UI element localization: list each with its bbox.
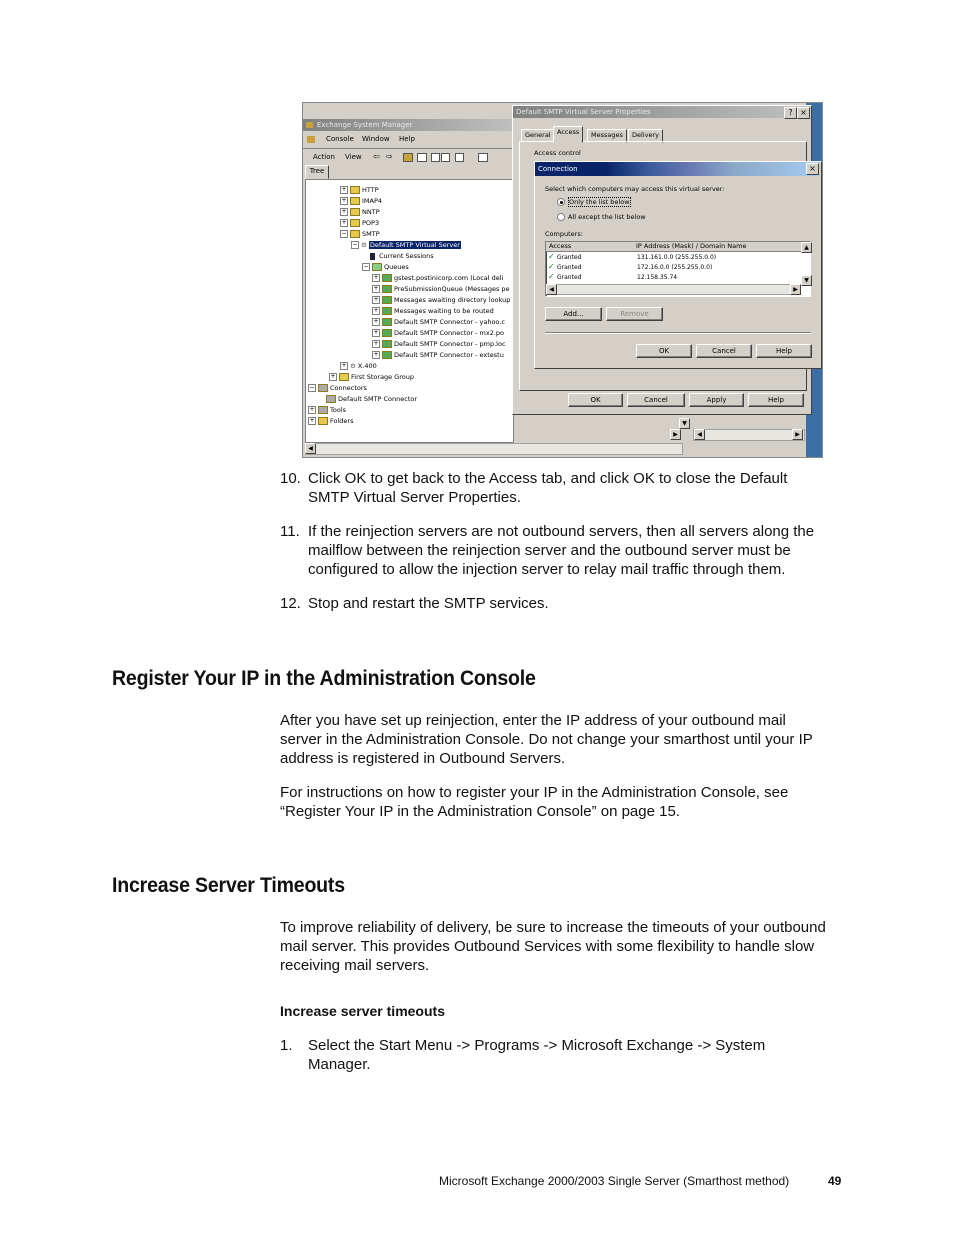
console-icon (307, 136, 315, 143)
tree-node-queue-routing[interactable]: + Messages waiting to be routed (373, 307, 494, 315)
paragraph: For instructions on how to register your IP in the Administration Console, see “Register Your IP in the Administration Console” on page 15. (280, 784, 789, 820)
radio-only-list[interactable]: Only the list below (557, 198, 631, 206)
menu-help[interactable]: Help (399, 135, 415, 143)
connection-cancel-button[interactable]: Cancel (696, 344, 752, 358)
step-text: Stop and restart the SMTP services. (308, 595, 549, 612)
remove-button[interactable]: Remove (606, 307, 663, 321)
properties-close-icon[interactable]: × (797, 107, 810, 119)
tree-node-pop3[interactable]: + POP3 (341, 219, 380, 227)
connection-dialog (534, 161, 822, 369)
tree-node-queue-mx2[interactable]: + Default SMTP Connector - mx2.po (373, 329, 504, 337)
radio-unselected-icon[interactable] (557, 213, 565, 221)
radio-all-except[interactable]: All except the list below (557, 213, 646, 221)
granted-check-icon: ✓ (548, 272, 555, 281)
step-number: 12. (280, 595, 301, 612)
properties-apply-button[interactable]: Apply (689, 393, 744, 407)
tree-node-http[interactable]: + HTTP (341, 186, 379, 194)
column-access[interactable]: Access (549, 242, 572, 250)
properties-cancel-button[interactable]: Cancel (627, 393, 685, 407)
step-text: Select the Start Menu -> Programs -> Microsoft Exchange -> System Manager. (308, 1037, 766, 1073)
access-control-label: Access control (534, 149, 581, 157)
up-folder-icon[interactable] (403, 153, 413, 162)
granted-check-icon: ✓ (548, 252, 555, 261)
right-scroll-left-icon[interactable]: ◀ (694, 429, 705, 440)
computers-row[interactable]: ✓ Granted 172.16.0.0 (255.255.0.0) (548, 262, 713, 271)
menu-console[interactable]: Console (326, 135, 354, 143)
list-scroll-up-icon[interactable]: ▲ (801, 242, 812, 253)
computers-label: Computers: (545, 230, 583, 238)
connection-ok-button[interactable]: OK (636, 344, 692, 358)
scroll-down-icon[interactable]: ▼ (679, 418, 690, 429)
tree-node-queue-local[interactable]: + gstest.postinicorp.com (Local deli (373, 274, 504, 282)
tree-node-queues[interactable]: − Queues (363, 263, 409, 271)
tree-node-queue-directory[interactable]: + Messages awaiting directory lookup (373, 296, 511, 304)
esm-title-bar (303, 119, 515, 131)
footer-title: Microsoft Exchange 2000/2003 Single Server (Smarthost method) (439, 1174, 790, 1188)
procedure-heading: Increase server timeouts (280, 1003, 445, 1019)
computers-row[interactable]: ✓ Granted 131.161.0.0 (255.255.0.0) (548, 252, 717, 261)
esm-window (303, 117, 515, 457)
step-text: Click OK to get back to the Access tab, and click OK to close the Default SMTP Virtual Server Properties. (308, 470, 788, 506)
connection-close-icon[interactable]: × (806, 163, 819, 175)
section-heading: Register Your IP in the Administration Console (112, 667, 536, 690)
tab-messages[interactable]: Messages (587, 129, 627, 143)
tree-node-default-smtp-virtual-server[interactable]: − ⚙ Default SMTP Virtual Server (352, 241, 460, 249)
tab-general[interactable]: General (521, 129, 555, 143)
tree-node-queue-presubmission[interactable]: + PreSubmissionQueue (Messages pe (373, 285, 510, 293)
computers-list-header (546, 242, 801, 252)
connection-title-bar (535, 162, 819, 176)
menu-view[interactable]: View (345, 153, 362, 161)
connection-prompt: Select which computers may access this virtual server: (545, 185, 725, 193)
app-icon (306, 122, 313, 128)
properties-icon[interactable] (431, 153, 440, 162)
add-button[interactable]: Add... (545, 307, 602, 321)
scroll-left-icon[interactable]: ◀ (305, 443, 316, 454)
tab-access[interactable]: Access (553, 126, 583, 143)
connection-title: Connection (538, 165, 578, 173)
properties-ok-button[interactable]: OK (568, 393, 623, 407)
tree-node-current-sessions[interactable]: Current Sessions (370, 251, 434, 261)
tree-view (305, 179, 514, 443)
tab-delivery[interactable]: Delivery (628, 129, 663, 143)
properties-help-icon[interactable]: ? (784, 107, 797, 119)
paragraph: After you have set up reinjection, enter the IP address of your outbound mail server in the Administration Console. Do not change your smarthost until your IP address is registered in Outbound Servers. (280, 712, 813, 767)
connection-help-button[interactable]: Help (756, 344, 812, 358)
back-icon[interactable]: ⇦ (373, 152, 380, 161)
tree-node-first-storage-group[interactable]: + First Storage Group (330, 373, 415, 381)
step-number: 10. (280, 470, 301, 487)
export-icon[interactable] (455, 153, 464, 162)
step-number: 1. (280, 1037, 293, 1054)
tree-tab[interactable]: Tree (305, 165, 329, 179)
paragraph: To improve reliability of delivery, be sure to increase the timeouts of your outbound mail server. This provides Outbound Services with some flexibility to handle slow receiving mail servers. (280, 919, 826, 974)
right-scroll-right-icon[interactable]: ▶ (792, 429, 803, 440)
tree-node-tools[interactable]: + Tools (309, 406, 347, 414)
horizontal-scrollbar[interactable] (305, 443, 683, 455)
list-horizontal-scrollbar[interactable] (546, 284, 800, 295)
forward-icon[interactable]: ⇨ (386, 152, 393, 161)
list-scroll-down-icon[interactable]: ▼ (801, 275, 812, 286)
tree-node-connectors[interactable]: − Connectors (309, 384, 367, 392)
properties-title-bar (513, 106, 809, 118)
tree-node-imap4[interactable]: + IMAP4 (341, 197, 383, 205)
tree-node-smtp[interactable]: − SMTP (341, 230, 380, 238)
list-scroll-right-icon[interactable]: ▶ (790, 284, 801, 295)
scroll-right-icon[interactable]: ▶ (670, 429, 681, 440)
radio-selected-icon[interactable] (557, 198, 565, 206)
computers-list[interactable] (545, 241, 811, 297)
step-text: If the reinjection servers are not outbound servers, then all servers along the mailflow between the reinjection server and the outbound server must be configured to allow the injection server to relay mail traffic through them. (308, 523, 815, 578)
esm-title: Exchange System Manager (317, 121, 413, 129)
right-pane-scrollbar[interactable] (693, 429, 805, 441)
screenshot-figure (302, 102, 823, 458)
tree-node-queue-yahoo[interactable]: + Default SMTP Connector - yahoo.c (373, 318, 505, 326)
refresh-icon[interactable] (441, 153, 450, 162)
section-heading: Increase Server Timeouts (112, 874, 345, 897)
tree-node-folders[interactable]: + Folders (309, 417, 354, 425)
menu-action[interactable]: Action (313, 153, 335, 161)
menu-window[interactable]: Window (362, 135, 390, 143)
help-icon[interactable] (478, 153, 488, 162)
step-number: 11. (280, 523, 300, 540)
tree-node-queue-pmp[interactable]: + Default SMTP Connector - pmp.loc (373, 340, 506, 348)
granted-check-icon: ✓ (548, 262, 555, 271)
properties-title: Default SMTP Virtual Server Properties (516, 108, 651, 116)
column-ip[interactable]: IP Address (Mask) / Domain Name (636, 242, 747, 250)
tree-node-default-smtp-connector[interactable]: Default SMTP Connector (326, 394, 417, 404)
tree-node-x400[interactable]: + ⚙ X.400 (341, 362, 377, 370)
properties-help-button[interactable]: Help (748, 393, 804, 407)
computers-row[interactable]: ✓ Granted 12.158.35.74 (548, 272, 678, 281)
page-number: 49 (828, 1174, 842, 1188)
tree-node-nntp[interactable]: + NNTP (341, 208, 380, 216)
show-hide-tree-icon[interactable] (417, 153, 427, 162)
list-scroll-left-icon[interactable]: ◀ (546, 284, 557, 295)
tree-node-queue-extest[interactable]: + Default SMTP Connector - extestu (373, 351, 504, 359)
